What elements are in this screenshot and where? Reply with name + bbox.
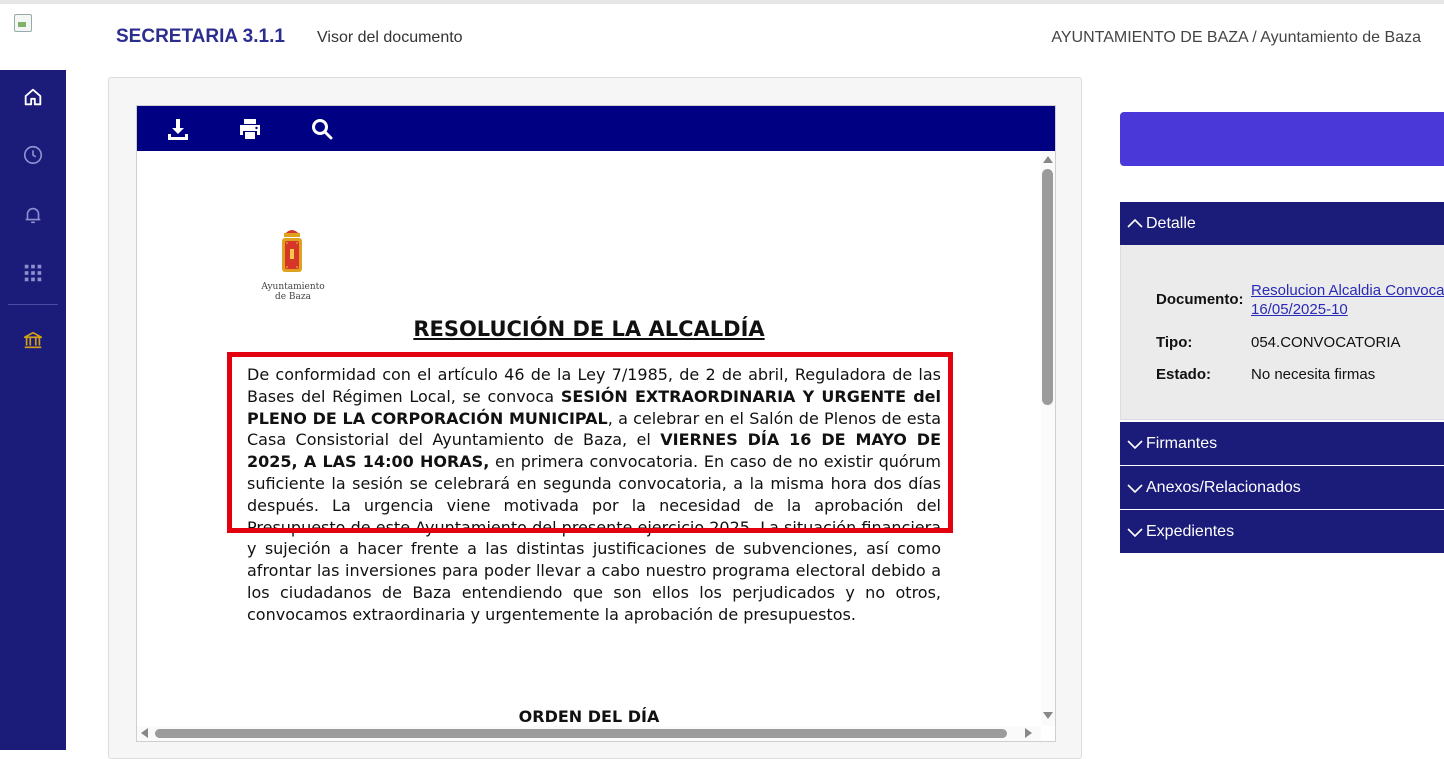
tipo-label: Tipo: (1156, 334, 1193, 351)
apps-grid-icon (22, 262, 44, 284)
search-button[interactable] (307, 115, 337, 143)
clock-icon (22, 144, 44, 166)
accordion-label: Expedientes (1146, 522, 1235, 540)
sidebar-item-apps[interactable] (0, 248, 66, 298)
sidebar-item-organization[interactable] (0, 315, 66, 365)
document-title: RESOLUCIÓN DE LA ALCALDÍA (413, 317, 765, 341)
estado-label: Estado: (1156, 366, 1212, 383)
print-icon (238, 117, 262, 141)
horizontal-scroll-thumb[interactable] (155, 729, 1007, 738)
document-page (137, 151, 1041, 731)
app-title: SECRETARIA 3.1.1 (116, 26, 285, 47)
document-body: De conformidad con el artículo 46 de la Ley 7/1985, de 2 de abril, Reguladora de las Bases del Régimen Local, se convoca SESIÓN EXTRAORDINARIA Y URGENTE del PLENO DE LA CORPORACIÓN MUNICIPAL, a celebrar en el Salón de Plenos de esta Casa Consistorial del Ayuntamiento de Baza, el VIERNES DÍA 16 DE MAYO DE 2025, A LAS 14:00 HORAS, en primera convocatoria. En caso de no existir quórum suficiente la sesión se celebrará en segunda convocatoria, a la misma hora dos días después. La urgencia viene motivada por la necesidad de la aprobación del Presupuesto de este Ayuntamiento del presente ejercicio 2025. La situación financiera y sujeción a hacer frente a las distintas justificaciones de subvenciones, así como afrontar las inversiones para poder llevar a cabo nuestro programa electoral debido a los ciudadanos de Baza entendiendo que son ellos los perjudicados y no otros, convocamos extraordinaria y urgentemente la aprobación de presupuestos. (247, 365, 942, 624)
print-button[interactable] (235, 115, 265, 143)
sidebar-item-notifications[interactable] (0, 190, 66, 240)
accordion-label: Anexos/Relacionados (1146, 478, 1301, 496)
accordion-expedientes[interactable] (1120, 510, 1444, 553)
home-icon (22, 86, 44, 108)
chevron-up-icon (1126, 215, 1144, 233)
highlight-annotation (227, 352, 953, 533)
logo-image (14, 14, 32, 32)
tipo-value: 054.CONVOCATORIA (1251, 334, 1401, 351)
page-subtitle: Visor del documento (317, 29, 463, 46)
sidebar-divider (8, 304, 58, 305)
chevron-down-icon (1126, 523, 1144, 541)
bank-icon (22, 329, 44, 351)
scroll-right-icon[interactable] (1025, 728, 1032, 738)
detail-panel (1120, 245, 1444, 420)
action-button[interactable] (1120, 112, 1444, 166)
accordion-label: Detalle (1146, 214, 1196, 232)
top-divider (0, 0, 1444, 4)
bell-icon (22, 204, 44, 226)
sidebar-item-history[interactable] (0, 130, 66, 180)
chevron-down-icon (1126, 479, 1144, 497)
accordion-label: Firmantes (1146, 434, 1218, 452)
accordion-anexos[interactable] (1120, 466, 1444, 509)
pdf-viewer (136, 105, 1056, 742)
sidebar (0, 70, 66, 750)
download-button[interactable] (163, 115, 193, 143)
scroll-up-icon[interactable] (1043, 156, 1053, 163)
organization-label: AYUNTAMIENTO DE BAZA / Ayuntamiento de Baza (1051, 29, 1421, 46)
scroll-down-icon[interactable] (1043, 712, 1053, 719)
crest-shield-icon (279, 225, 305, 277)
agenda-heading: ORDEN DEL DÍA (518, 707, 660, 726)
documento-label: Documento: (1156, 291, 1244, 308)
document-link[interactable]: Resolucion Alcaldia Convoca 16/05/2025-10 (1251, 282, 1444, 318)
search-icon (310, 117, 334, 141)
accordion-detalle[interactable] (1120, 202, 1444, 245)
sidebar-item-home[interactable] (0, 72, 66, 122)
vertical-scroll-thumb[interactable] (1042, 169, 1053, 405)
pdf-toolbar (137, 106, 1055, 151)
estado-value: No necesita firmas (1251, 366, 1376, 383)
accordion-firmantes[interactable] (1120, 422, 1444, 465)
chevron-down-icon (1126, 435, 1144, 453)
scroll-left-icon[interactable] (141, 728, 148, 738)
municipal-crest (253, 219, 333, 313)
crest-caption: Ayuntamiento de Baza (261, 282, 325, 302)
download-icon (166, 117, 190, 141)
